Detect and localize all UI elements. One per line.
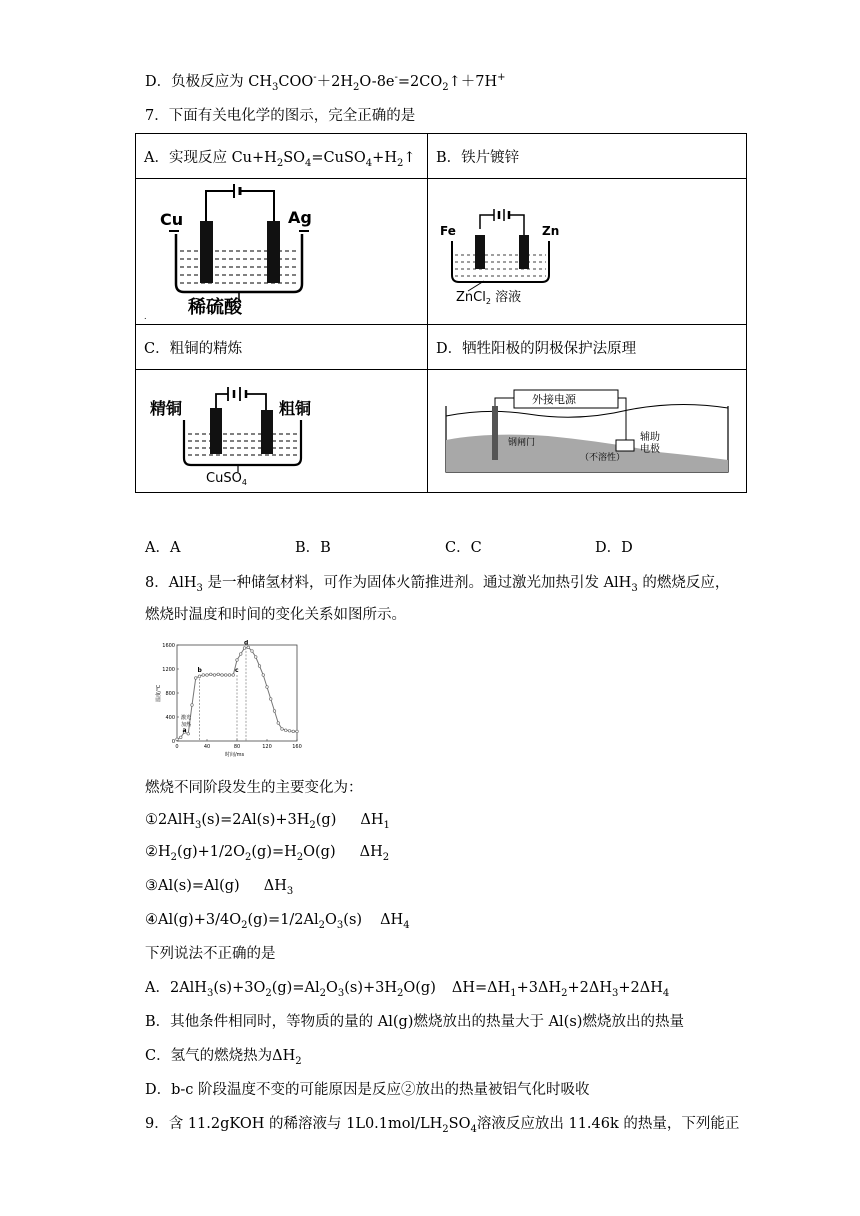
chart-data-point [228, 674, 231, 677]
chart-data-point [176, 738, 179, 741]
fig-d-gate-label: 钢闸门 [508, 438, 536, 448]
chart-x-tick-label: 80 [233, 744, 241, 750]
chart-data-point [273, 710, 276, 713]
chart-data-point [254, 656, 257, 659]
chart-y-tick-label: 800 [165, 691, 175, 697]
q8-ask: 下列说法不正确的是 [145, 946, 276, 962]
fig-b-left-label: Fe [440, 224, 456, 238]
q8-stem-line1: 8．AlH$_3$ 是一种储氢材料，可作为固体火箭推进剂。通过激光加热引发 AlH$_3$ 的燃烧反应， [145, 575, 730, 594]
chart-data-point [292, 730, 295, 733]
chart-data-point [281, 728, 284, 731]
q8-stem-line2: 燃烧时温度和时间的变化关系如图所示。 [145, 607, 406, 623]
temperature-time-chart [155, 640, 305, 758]
fig-a-left-label: Cu [160, 210, 184, 229]
chart-point-label: b [197, 667, 202, 674]
q7-table [135, 133, 747, 493]
fig-b-electrolyte-label: ZnCl$_2$ 溶液 [456, 290, 522, 306]
fig-d-power-label: 外接电源 [532, 393, 576, 406]
chart-data-point [217, 673, 220, 676]
q7-cell-c: C．粗铜的精炼 [136, 325, 428, 370]
fig-c-electrolyte-label: CuSO$_4$ [206, 471, 247, 487]
q7-figure-d [428, 370, 747, 493]
q8-option-b[interactable]: B．其他条件相同时，等物质的量的 Al(g)燃烧放出的热量大于 Al(s)燃烧放出的热量 [145, 1014, 684, 1030]
chart-data-point [247, 646, 250, 649]
q7-figure-a [136, 179, 428, 325]
chart-data-point [239, 653, 242, 656]
q8-intro: 燃烧不同阶段发生的主要变化为： [145, 780, 363, 796]
chart-data-point [202, 674, 205, 677]
chart-data-point [266, 686, 269, 689]
chart-data-point [277, 722, 280, 725]
chart-data-point [198, 675, 201, 678]
q7-option-a[interactable]: A．A [145, 540, 181, 556]
chart-y-tick-label: 1200 [162, 667, 175, 673]
chart-data-point [251, 650, 254, 653]
q8-reaction-4: $④Al(g)+3/4O_2(g)=1/2Al_2O_3(s)$ $\Delta H_4$ [145, 912, 410, 931]
chart-data-point [221, 674, 224, 677]
chart-point-label: c [235, 667, 239, 674]
fig-c-left-label: 精铜 [150, 399, 183, 418]
electroplating-cell-b [428, 179, 756, 324]
svg-text:.: . [144, 312, 147, 321]
q7-option-c[interactable]: C．C [445, 540, 482, 556]
chart-data-point [224, 674, 227, 677]
chart-data-point [296, 730, 299, 733]
q7-cell-b: B．铁片镀锌 [428, 134, 747, 179]
cathodic-protection-d [428, 370, 756, 492]
chart-y-tick-label: 0 [171, 739, 175, 745]
chart-y-axis-label: 温度/℃ [156, 684, 162, 702]
chart-data-point [269, 698, 272, 701]
electrolytic-cell-a [136, 179, 419, 324]
fig-c-right-label: 粗铜 [279, 399, 312, 418]
q8-option-a[interactable]: A．$2AlH_3(s)+3O_2(g)=Al_2O_3(s)+3H_2O(g)$ $\Delta H=\Delta H_1+3\Delta H_2+2\Delta H_3+2\Delta H_4$ [145, 980, 670, 999]
chart-data-point [236, 659, 239, 662]
chart-y-tick-label: 1600 [162, 643, 175, 649]
q7-cell-d: D．牺牲阳极的阴极保护法原理 [428, 325, 747, 370]
chart-x-tick-label: 40 [203, 744, 211, 750]
refining-cell-c [136, 370, 419, 492]
q7-cell-a: A．实现反应 $Cu+H_2SO_4=CuSO_4+H_2↑$ [136, 134, 428, 179]
q7-figure-b [428, 179, 747, 325]
chart-point-label: a [182, 727, 187, 734]
chart-x-tick-label: 120 [262, 744, 272, 750]
fig-a-electrolyte-label: 稀硫酸 [188, 297, 242, 318]
q7-options [145, 538, 745, 558]
fig-b-right-label: Zn [542, 224, 560, 238]
q7-figure-c [136, 370, 428, 493]
chart-x-axis-label: 时间/ms [225, 752, 245, 758]
q7-option-b[interactable]: B．B [295, 540, 331, 556]
chart-x-tick-label: 0 [175, 744, 179, 750]
q7-stem: 7．下面有关电化学的图示，完全正确的是 [145, 108, 416, 124]
fig-d-aux-label-3: （不溶性） [580, 453, 626, 463]
fig-a-right-label: Ag [288, 208, 312, 227]
chart-data-point [288, 730, 291, 733]
q7-option-d[interactable]: D．D [595, 540, 633, 556]
chart-point-label: d [244, 640, 249, 647]
q8-reaction-1: $①2AlH_3(s)=2Al(s)+3H_2(g)$ $\Delta H_1$ [145, 812, 390, 831]
chart-x-tick-label: 160 [292, 744, 302, 750]
fig-d-aux-label-1: 辅助 [640, 432, 660, 443]
chart-data-point [243, 647, 246, 650]
chart-data-point [258, 665, 261, 668]
q8-option-c[interactable]: C．氢气的燃烧热为$\Delta H_2$ [145, 1048, 302, 1067]
fig-d-aux-label-2: 电极 [640, 444, 660, 455]
chart-data-point [194, 677, 197, 680]
chart-annotation-1: 激光 [181, 715, 192, 721]
chart-annotation-2: 加热 [181, 722, 192, 728]
q6-option-d: D．负极反应为 $CH_3COO^-+2H_2O-8e^-=2CO_2↑+7H^+$ [145, 72, 506, 93]
chart-data-point [232, 674, 235, 677]
chart-y-tick-label: 400 [165, 715, 175, 721]
chart-data-point [209, 673, 212, 676]
chart-data-point [191, 704, 194, 707]
chart-data-point [284, 729, 287, 732]
q8-reaction-3: ③Al(s)=Al(g) $\Delta H_3$ [145, 878, 294, 897]
q9-stem: 9．含 11.2gKOH 的稀溶液与 $1L0.1mol/LH_2SO_4$溶液反应放出 11.46k 的热量，下列能正 [145, 1116, 740, 1135]
chart-data-point [206, 674, 209, 677]
chart-data-point [262, 674, 265, 677]
chart-data-point [213, 674, 216, 677]
q8-option-d[interactable]: D．b-c 阶段温度不变的可能原因是反应②放出的热量被铝气化时吸收 [145, 1082, 590, 1098]
chart-data-point [187, 733, 190, 736]
q8-reaction-2: $②H_2(g)+1/2O_2(g)=H_2O(g)$ $\Delta H_2$ [145, 844, 390, 863]
chart-data-point [179, 736, 182, 739]
